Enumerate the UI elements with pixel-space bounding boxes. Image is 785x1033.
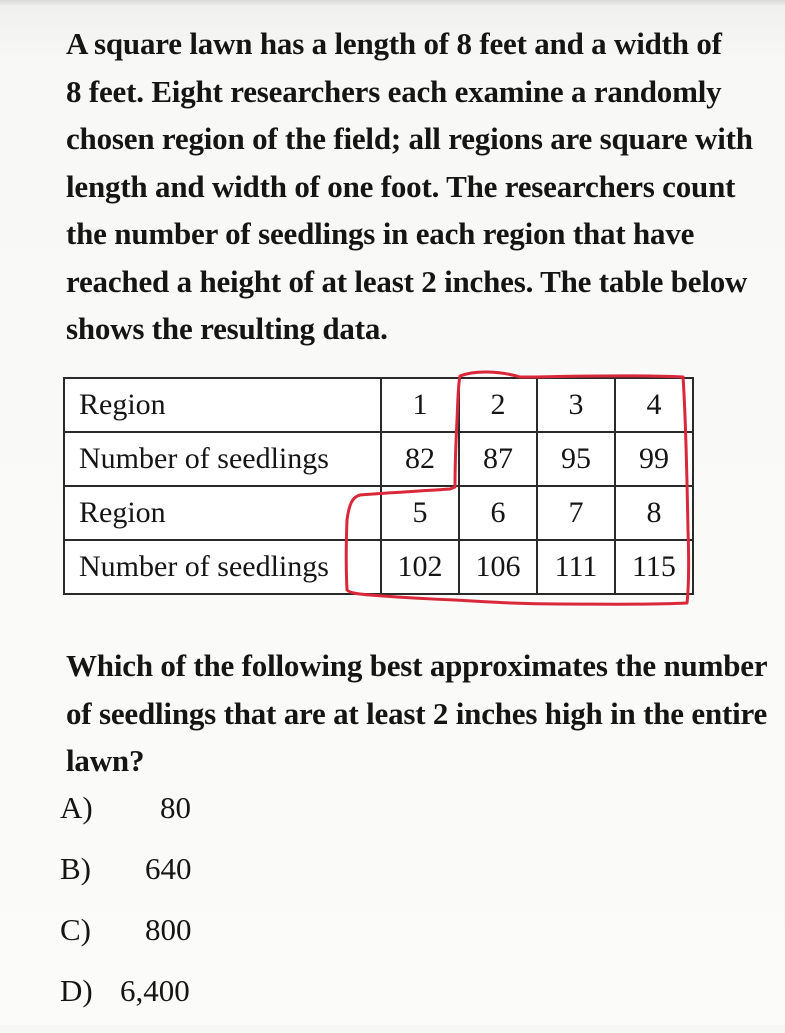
stem-line: reached a height of at least 2 inches. The table below	[66, 263, 748, 299]
table-row	[64, 378, 693, 432]
table-cell: 102	[381, 540, 459, 594]
question-line: of seedlings that are at least 2 inches high in the entire	[66, 695, 768, 731]
table-cell: 82	[381, 432, 459, 486]
choice-value: 800	[145, 912, 192, 947]
row-header: Number of seedlings	[64, 540, 381, 594]
stem-line: the number of seedlings in each region that have	[66, 216, 695, 251]
table-cell: 99	[615, 432, 693, 486]
seedlings-table	[63, 377, 694, 595]
stem-line: length and width of one foot. The researchers count	[66, 168, 736, 204]
table-row	[64, 432, 693, 486]
page-top-edge	[0, 0, 785, 6]
choice-letter: C)	[60, 912, 91, 947]
row-header: Number of seedlings	[64, 432, 381, 486]
stem-line: chosen region of the field; all regions are square with	[66, 121, 753, 156]
choice-letter: D)	[60, 973, 93, 1008]
table-cell: 115	[615, 540, 693, 594]
choice-letter: B)	[60, 851, 91, 886]
choice-letter: A)	[60, 790, 93, 825]
table-cell: 3	[537, 378, 615, 432]
table-cell: 2	[459, 378, 537, 432]
table-row	[64, 540, 693, 594]
row-header: Region	[64, 378, 381, 432]
table-cell: 111	[537, 540, 615, 594]
choice-value: 640	[145, 851, 192, 886]
choice-value: 6,400	[120, 973, 190, 1008]
row-header: Region	[64, 486, 381, 540]
stem-line: A square lawn has a length of 8 feet and a width of	[66, 26, 722, 61]
table-cell: 7	[537, 486, 615, 540]
question-line: Which of the following best approximates the number	[66, 648, 768, 683]
question-text	[66, 642, 767, 785]
stem-line: 8 feet. Eight researchers each examine a randomly	[66, 73, 722, 109]
table-cell: 1	[381, 378, 459, 432]
table-cell: 87	[459, 432, 537, 486]
choice-value: 80	[160, 790, 191, 825]
problem-stem	[66, 20, 753, 353]
stem-line: shows the resulting data.	[66, 311, 388, 346]
table-row	[64, 486, 693, 540]
table-cell: 6	[459, 486, 537, 540]
table-cell: 5	[381, 486, 459, 540]
table-cell: 106	[459, 540, 537, 594]
table-cell: 8	[615, 486, 693, 540]
question-line: lawn?	[66, 743, 145, 778]
table-cell: 4	[615, 378, 693, 432]
table-cell: 95	[537, 432, 615, 486]
